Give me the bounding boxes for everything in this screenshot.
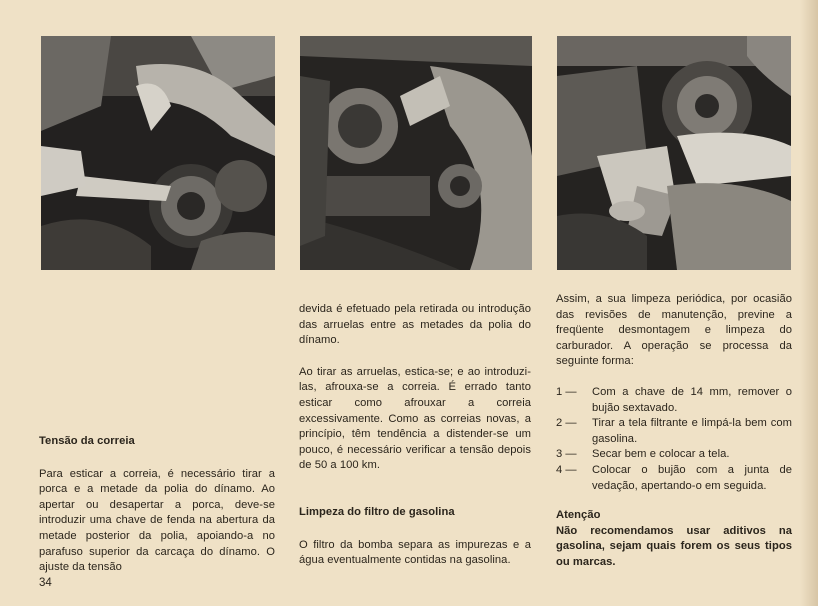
photo-cleaning-fuel-filter: [557, 36, 791, 270]
photo-engine-compartment: [300, 36, 532, 270]
paragraph-fuel-filter: O filtro da bomba separa as impurezas e a água eventualmente contidas na gasolina.: [299, 538, 531, 567]
column-1: [39, 434, 275, 576]
list-item: 2 — Tirar a tela filtrante e limpá-la bem com gasolina.: [556, 417, 792, 445]
list-item: 4 — Colocar o bujão com a junta de vedação, apertando-o em seguida.: [556, 463, 792, 492]
paragraph-belt-tension: Para esticar a correia, é necessário tirar a porca e a metade da polia do dínamo. Ao apertar ou desapertar a porca, deve-se introduzir uma chave de fenda na abertura da metade posterior da polia, apoiando-a no parafuso superior da carcaça do dínamo. O ajuste da tensão: [39, 467, 275, 574]
list-item: 3 — Secar bem e colocar a tela.: [556, 448, 730, 461]
paragraph-tension-warning: Ao tirar as arruelas, estica-se; e ao introduzi-las, afrouxa-se a correia. É errado tanto esticar como afrouxar a correia excessivamente. Como as correias novas, a princípio, têm tendência a distender-se um pouco, é necessário verificar a tensão depois de 50 a 100 km.: [299, 365, 531, 472]
page-edge-shadow: [800, 0, 818, 606]
heading-fuel-filter: Limpeza do filtro de gasolina: [299, 505, 455, 518]
list-item: 1 — Com a chave de 14 mm, remover o bujão sextavado.: [556, 385, 792, 414]
column-2: [299, 302, 531, 569]
steps-list: [556, 385, 792, 494]
paragraph-periodic-cleaning: Assim, a sua limpeza periódica, por ocasião das revisões de manutenção, previne a freqüente desmontagem e limpeza do carburador. A operação se processa da seguinte forma:: [556, 293, 792, 368]
photo-adjusting-belt-tension: [41, 36, 275, 270]
heading-belt-tension: Tensão da correia: [39, 435, 135, 447]
page-number: 34: [39, 577, 52, 589]
paragraph-washers-adjustment: devida é efetuado pela retirada ou introdução das arruelas entre as metades da polia do dínamo.: [299, 303, 531, 347]
column-3: [556, 292, 792, 571]
attention-text: Não recomendamos usar aditivos na gasolina, sejam quais forem os seus tipos ou marcas.: [556, 524, 792, 568]
attention-label: Atenção: [556, 509, 601, 522]
